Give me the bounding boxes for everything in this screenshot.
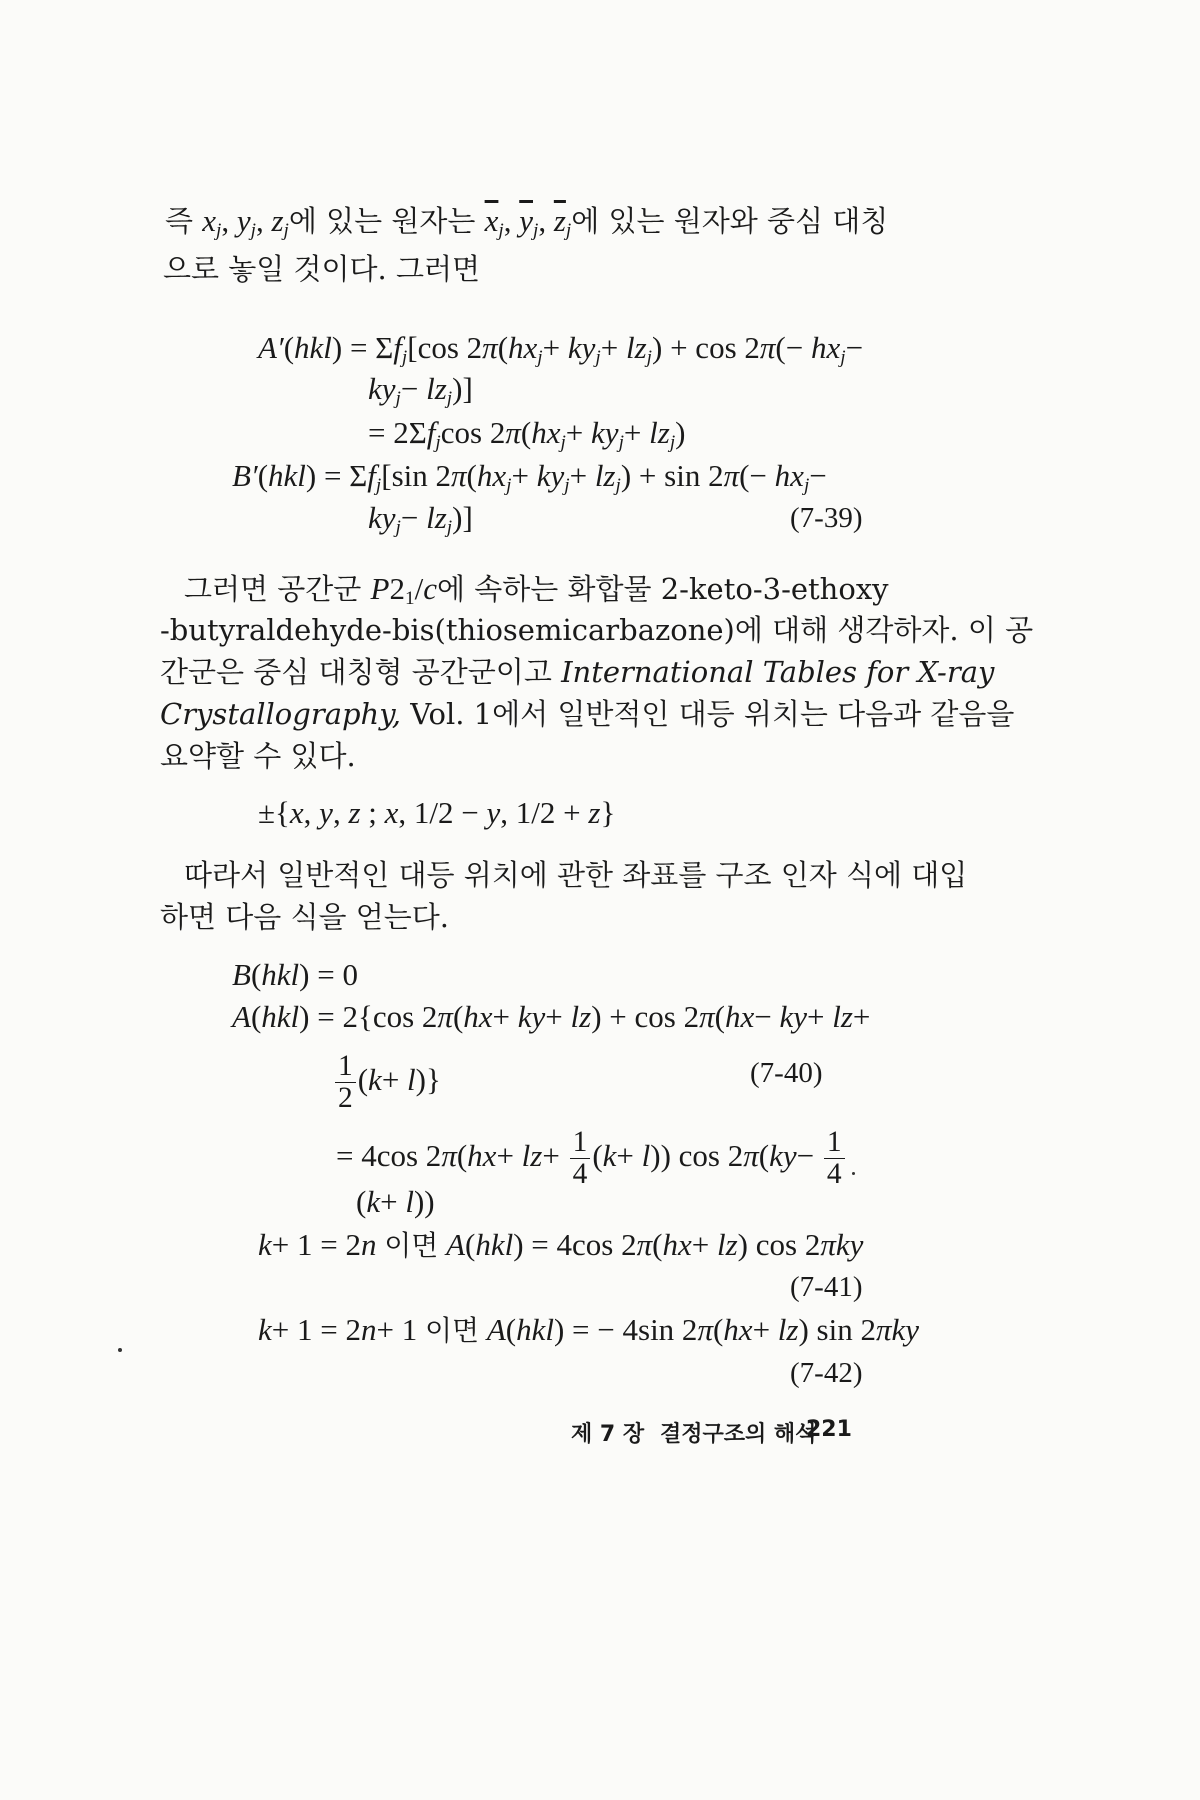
eq-7-39-line5: $ky_j- lz_j$)] — [368, 500, 473, 538]
paragraph2-line5: 요약할 수 있다. — [160, 739, 356, 773]
eq-7-41-line: k+ 1 = 2n 이면 A(hkl) = 4cos 2π(hx+ lz) cos 2πky — [258, 1227, 864, 1262]
eq-7-40-line5: (k+ l)) — [356, 1184, 435, 1219]
paragraph2-line1: 그러면 공간군 $P2_1/c$에 속하는 화합물 2-keto-3-ethoxy — [184, 571, 889, 609]
paragraph1-line1: 즉 $x_j$, $y_j$, $z_j$에 있는 원자는 $\overline{x}_j$, $\overline{y}_j$, $\overline{z}_j$에 있는 원자와 중심 대칭 — [165, 203, 889, 241]
eq-7-40-number: (7-40) — [750, 1057, 823, 1089]
eq-7-41-number: (7-41) — [790, 1271, 863, 1303]
fraction-one-quarter: $\frac{1}{4}$ — [570, 1128, 591, 1190]
eq-7-39-line4: $B'(hkl) = \Sigma f_j[\sin$ $2\pi(hx_j+ ky_j+ lz_j) + \sin 2\pi(- hx_j-$ — [232, 458, 827, 496]
paragraph1-line2: 으로 놓일 것이다. 그러면 — [163, 252, 481, 286]
footer-page-number: 221 — [806, 1417, 852, 1442]
print-speck — [852, 1172, 855, 1175]
eq-7-42-number: (7-42) — [790, 1357, 863, 1389]
eq-7-42-line: k+ 1 = 2n+ 1 이면 A(hkl) = − 4sin 2π(hx+ lz) sin 2πky — [258, 1312, 920, 1347]
paragraph2-line4: Crystallography, Vol. 1에서 일반적인 대등 위치는 다음과 같음을 — [160, 697, 1015, 731]
eq-7-40-line1: B(hkl) = 0 — [232, 957, 358, 992]
eq-7-39-number: (7-39) — [790, 502, 863, 534]
footer-chapter: 제 7 장 — [571, 1422, 645, 1447]
paragraph3-line2: 하면 다음 식을 얻는다. — [160, 900, 449, 934]
paragraph3-line1: 따라서 일반적인 대등 위치에 관한 좌표를 구조 인자 식에 대입 — [184, 858, 968, 892]
print-speck — [118, 1348, 122, 1352]
fraction-one-half: $\frac{1}{2}$ — [335, 1052, 356, 1114]
footer-title: 결정구조의 해석 — [660, 1422, 817, 1447]
paragraph2-line2: -butyraldehyde-bis(thiosemicarbazone)에 대해 생각하자. 이 공 — [160, 613, 1034, 647]
eq-7-40-line2: A(hkl) = 2{cos 2π(hx+ ky+ lz) + cos 2π(hx− ky+ lz+ — [232, 999, 871, 1034]
paragraph2-line3: 간군은 중심 대칭형 공간군이고 International Tables for X-ray — [160, 655, 995, 689]
eq-7-39-line1: $A'(hkl) = \Sigma f_j[\cos$ $2\pi(hx_j+ ky_j+ lz_j) + \cos 2\pi(- hx_j-$ — [258, 330, 864, 368]
eq-7-39-line3: = $2\Sigma f_j\cos$ $2\pi(hx_j+ ky_j+ lz_j)$ — [368, 415, 686, 453]
eq-7-40-line4: = 4cos 2π(hx+ lz+ $\frac{1}{4}$ (k+ l)) cos 2π(ky− $\frac{1}{4}$ — [336, 1128, 847, 1190]
fraction-one-quarter: $\frac{1}{4}$ — [824, 1128, 845, 1190]
eq-7-40-line3: $\frac{1}{2}$ (k+ l)} — [333, 1052, 441, 1114]
eq-7-39-line2: $ky_j- lz_j$)] — [368, 371, 473, 409]
general-positions: ±{x, y, z ; x, 1/2 − y, 1/2 + z} — [258, 795, 616, 830]
